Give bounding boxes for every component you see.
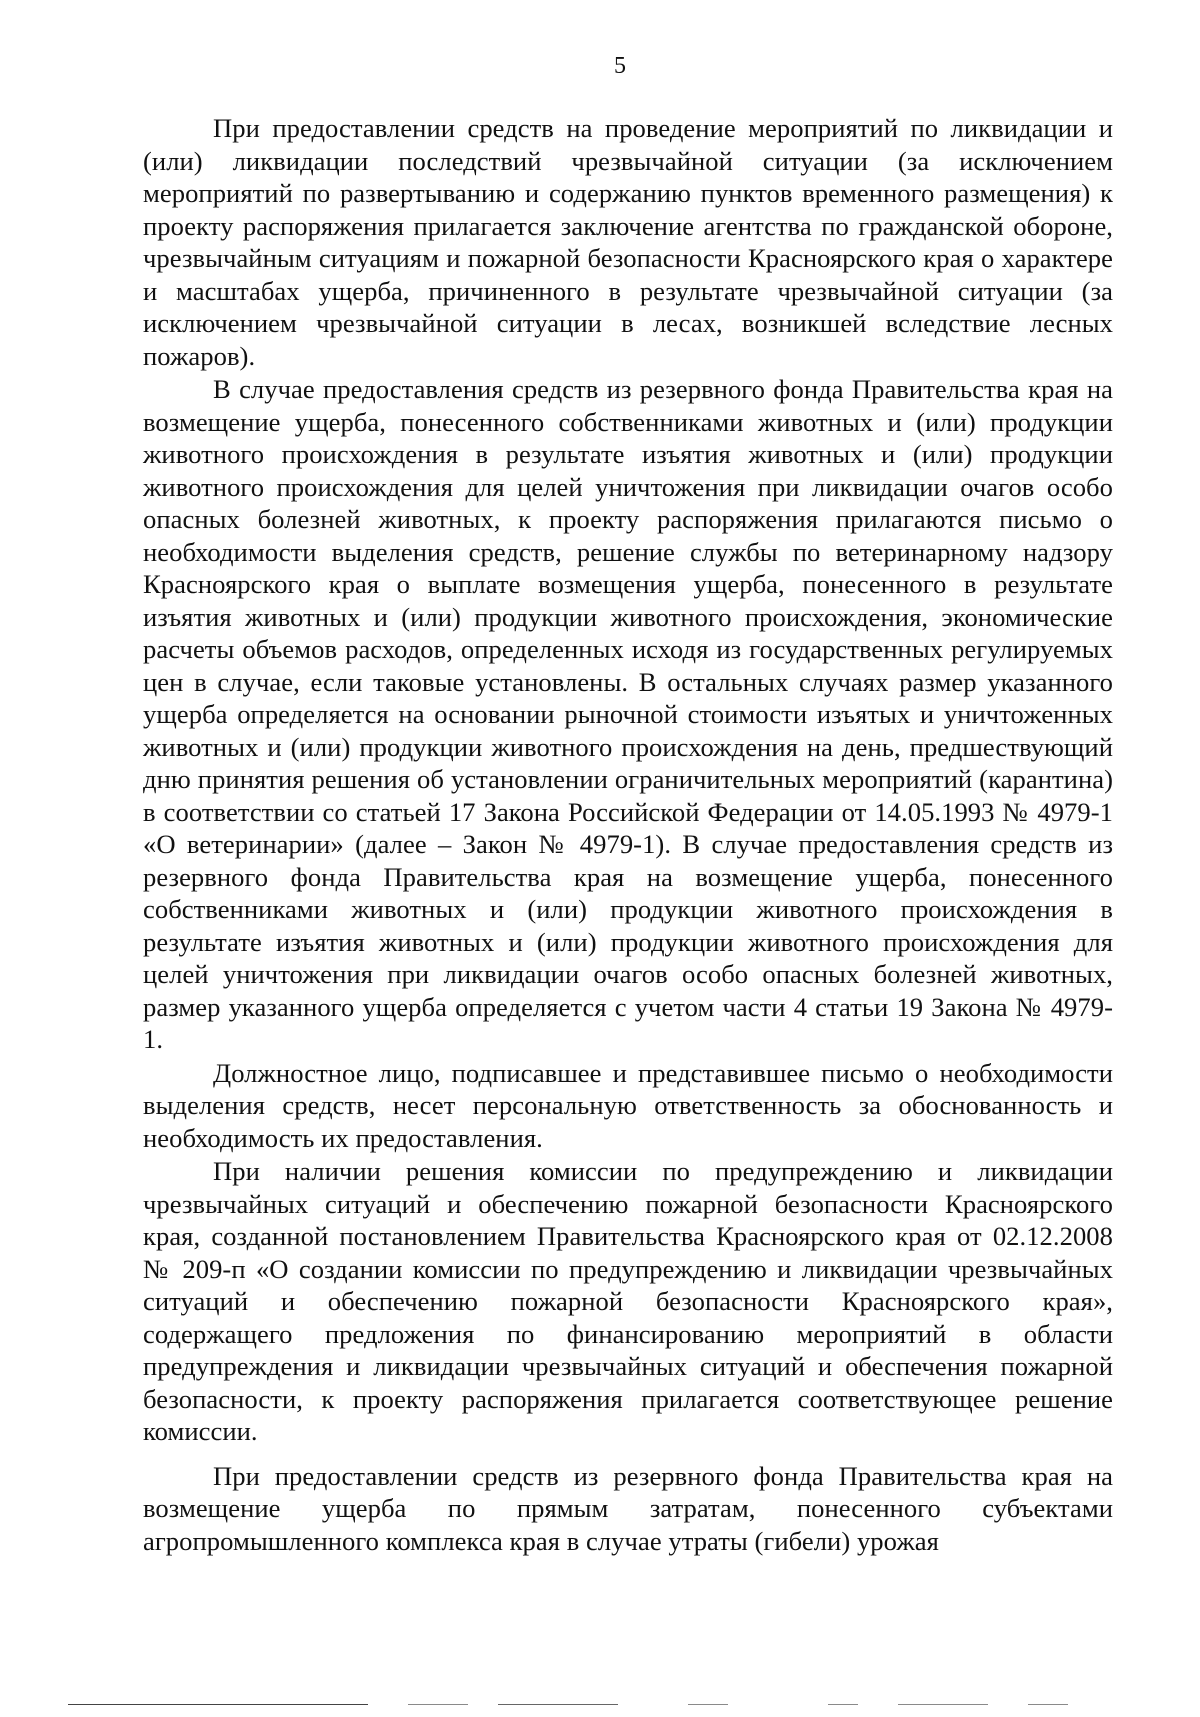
document-body [143, 112, 1113, 1557]
paragraph-commission-decision: При наличии решения комиссии по предупреждению и ликвидации чрезвычайных ситуаций и обеспечению пожарной безопасности Красноярского края, созданной постановлением Правительства Красноярского края от 02.12.2008 № 209-п «О создании комиссии по предупреждению и ликвидации чрезвычайных ситуаций и обеспечению пожарной безопасности Красноярского края», содержащего предложения по финансированию мероприятий в области предупреждения и ликвидации чрезвычайных ситуаций и обеспечения пожарной безопасности, к проекту распоряжения прилагается соответствующее решение комиссии. [143, 1156, 1113, 1446]
page-number: 5 [614, 53, 626, 79]
footer-scan-line [68, 1704, 1118, 1705]
paragraph-animal-damage-compensation: В случае предоставления средств из резервного фонда Правительства края на возмещение ущерба, понесенного собственниками животных и (или) продукции животного происхождения в результате изъятия животных и (или) продукции животного происхождения для целей уничтожения при ликвидации очагов особо опасных болезней животных, к проекту распоряжения прилагаются письмо о необходимости выделения средств, решение службы по ветеринарному надзору Красноярского края о выплате возмещения ущерба, понесенного в результате изъятия животных и (или) продукции животного происхождения, экономические расчеты объемов расходов, определенных исходя из государственных регулируемых цен в случае, если таковые установлены. В остальных случаях размер указанного ущерба определяется на основании рыночной стоимости изъятых и уничтоженных животных и (или) продукции животного происхождения на день, предшествующий дню принятия решения об установлении ограничительных мероприятий (карантина) в соответствии со статьей 17 Закона Российской Федерации от 14.05.1993 № 4979-1 «О ветеринарии» (далее – Закон № 4979-1). В случае предоставления средств из резервного фонда Правительства края на возмещение ущерба, понесенного собственниками животных и (или) продукции животного происхождения в результате изъятия животных и (или) продукции животного происхождения для целей уничтожения при ликвидации очагов особо опасных болезней животных, размер указанного ущерба определяется с учетом части 4 статьи 19 Закона № 4979-1. [143, 374, 1113, 1054]
paragraph-official-responsibility: Должностное лицо, подписавшее и представившее письмо о необходимости выделения средств, несет персональную ответственность за обоснованность и необходимость их предоставления. [143, 1057, 1113, 1153]
paragraph-emergency-liquidation: При предоставлении средств на проведение мероприятий по ликвидации и (или) ликвидации последствий чрезвычайной ситуации (за исключением мероприятий по развертыванию и содержанию пунктов временного размещения) к проекту распоряжения прилагается заключение агентства по гражданской обороне, чрезвычайным ситуациям и пожарной безопасности Красноярского края о характере и масштабах ущерба, причиненного в результате чрезвычайной ситуации (за исключением чрезвычайной ситуации в лесах, возникшей вследствие лесных пожаров). [143, 113, 1113, 371]
paragraph-agro-damage: При предоставлении средств из резервного фонда Правительства края на возмещение ущерба по прямым затратам, понесенного субъектами агропромышленного комплекса края в случае утраты (гибели) урожая [143, 1460, 1113, 1556]
